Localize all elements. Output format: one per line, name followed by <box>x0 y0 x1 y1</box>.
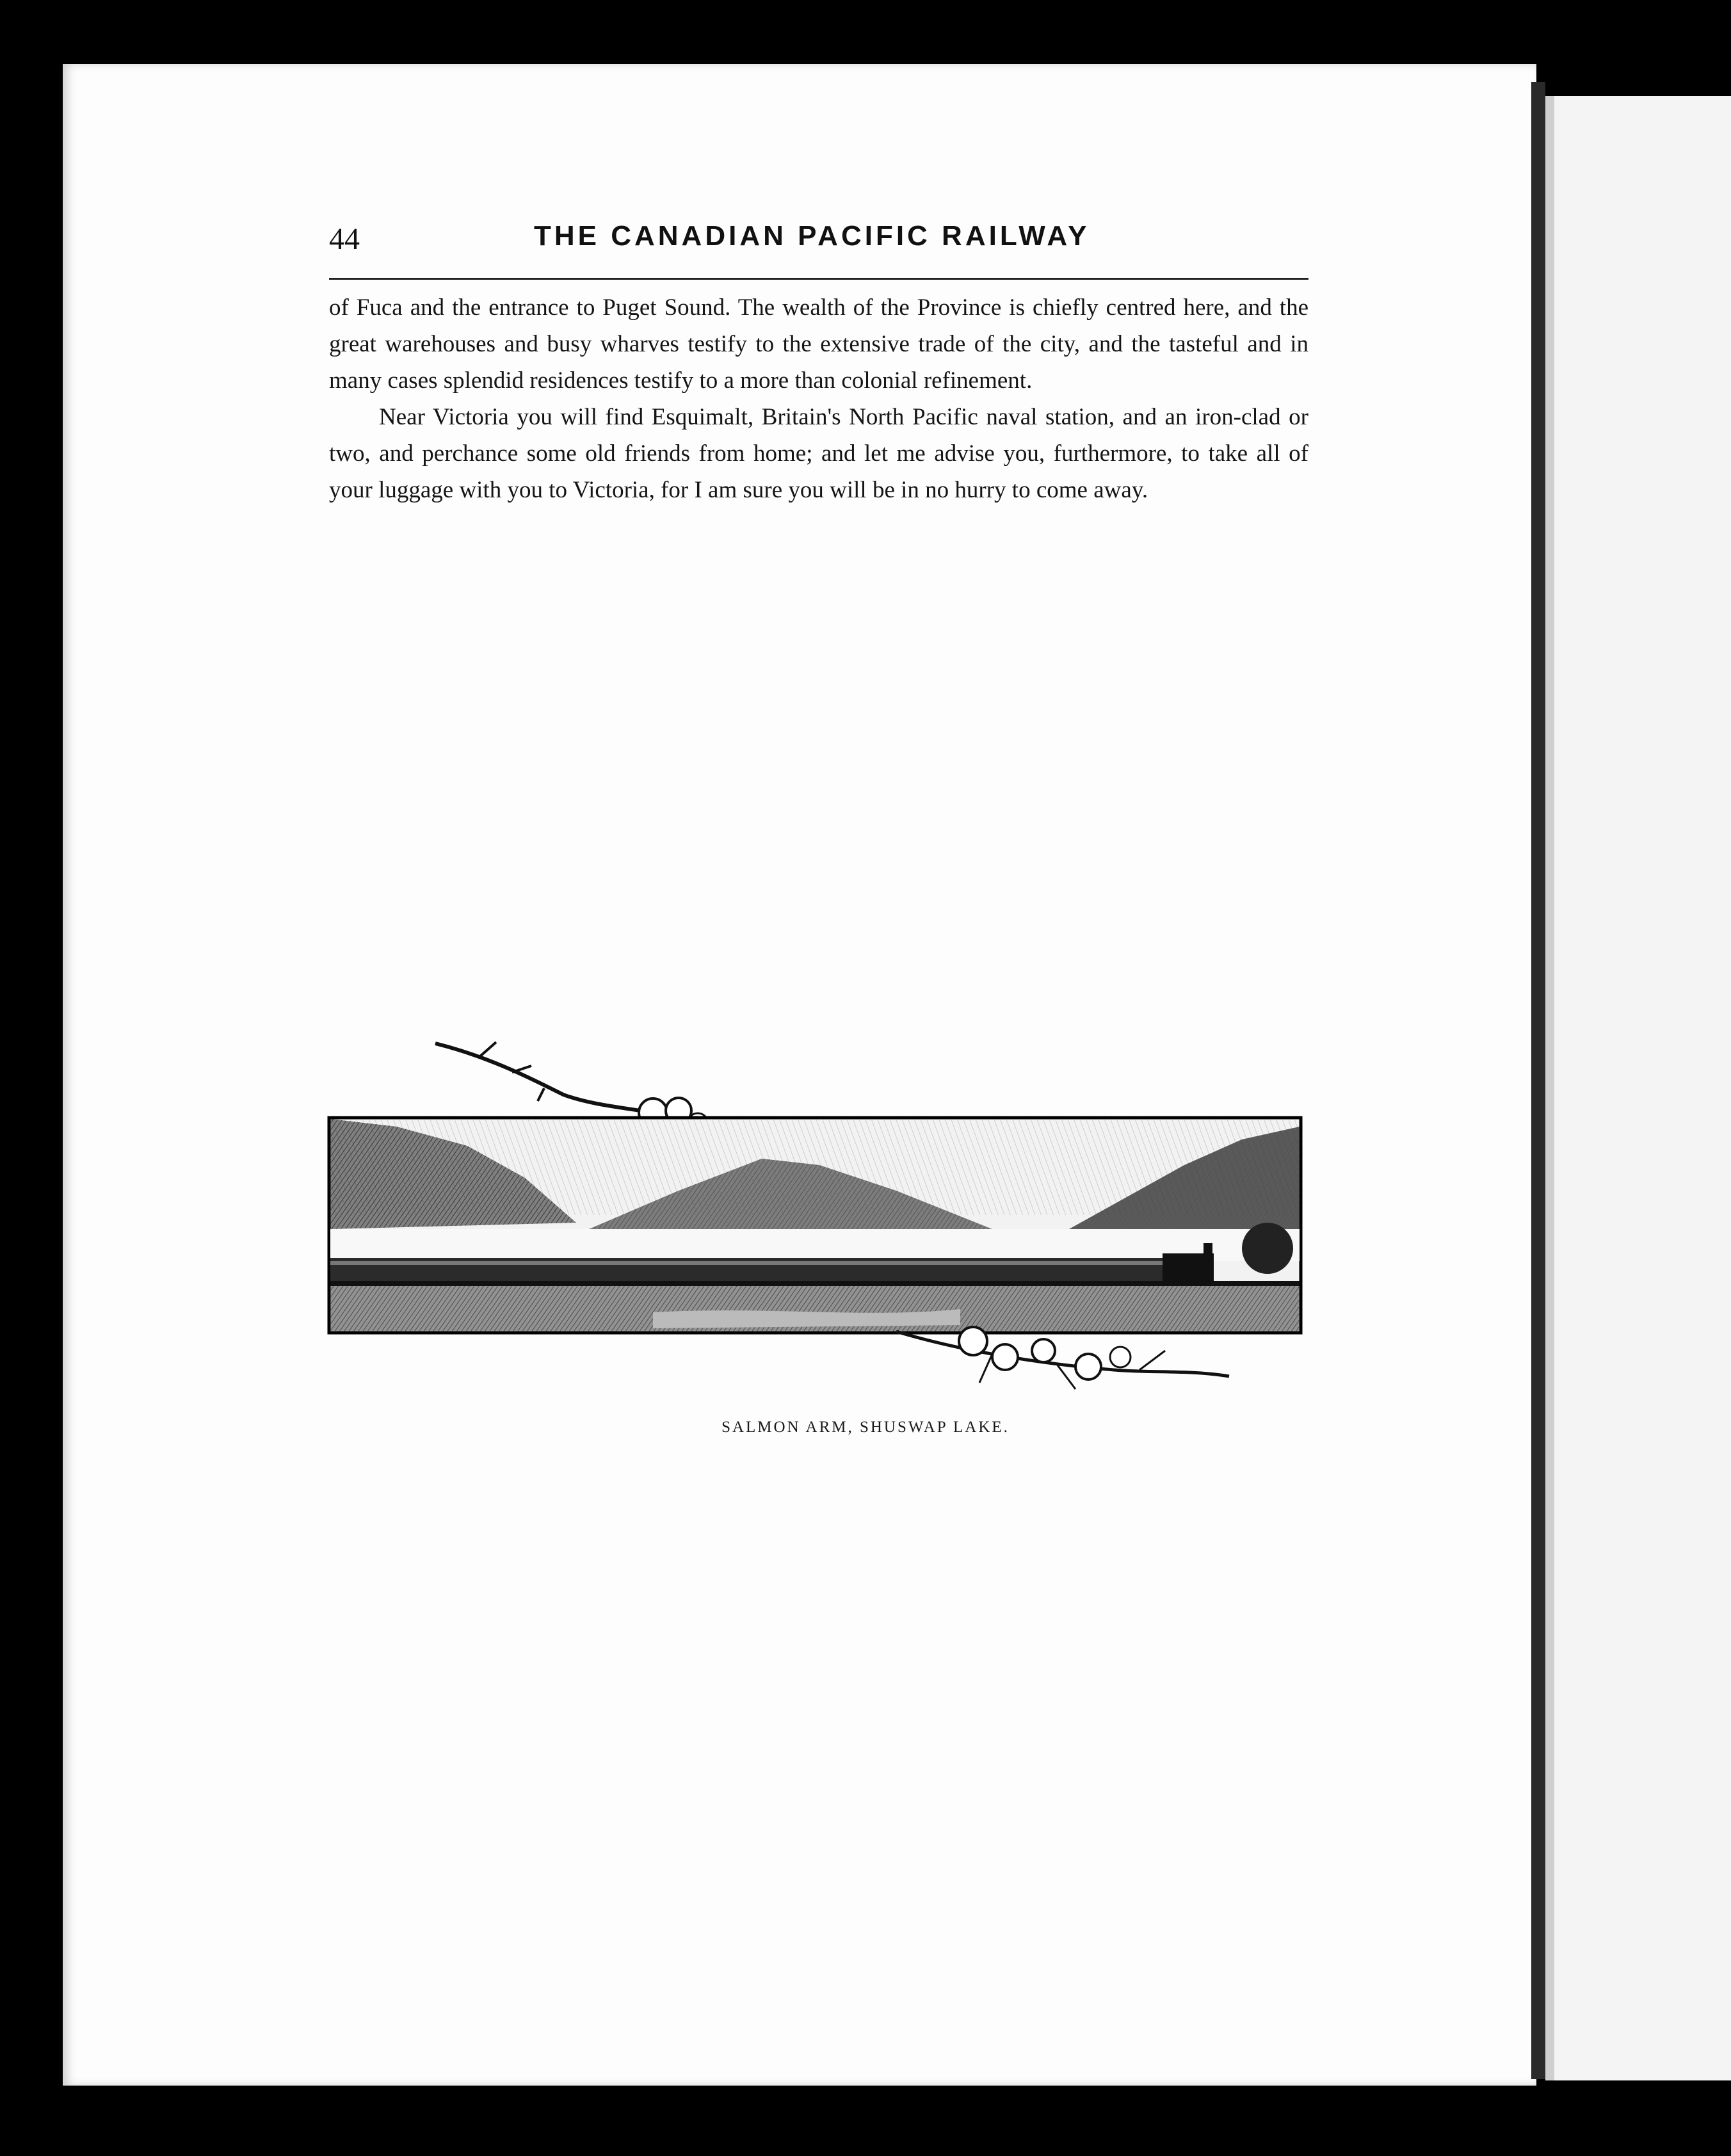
page-number: 44 <box>329 222 360 256</box>
running-title: THE CANADIAN PACIFIC RAILWAY <box>534 220 1090 252</box>
facing-page <box>1545 96 1731 2080</box>
running-head <box>329 218 1308 262</box>
page-edge <box>1531 82 1545 2079</box>
paragraph: Near Victoria you will find Esquimalt, Britain's North Pacific naval station, and an iron-clad or two, and perchance some old friends from home; and let me advise you, furthermore, to take all of your luggage with you to Victoria, for I am sure you will be in no hurry to come away. <box>329 404 1308 503</box>
blossom-branch-bottom <box>896 1327 1229 1389</box>
paragraph: of Fuca and the entrance to Puget Sound. The wealth of the Province is chiefly centred here, and the great warehouses and busy wharves testify to the extensive trade of the city, and the tasteful and in many cases splendid residences testify to a more than colonial refinement. <box>329 294 1308 394</box>
engraving-illustration <box>320 1037 1319 1396</box>
illustration-caption: SALMON ARM, SHUSWAP LAKE. <box>721 1419 1010 1436</box>
facing-page-gutter <box>1545 96 1554 2080</box>
body-text <box>329 289 1308 508</box>
header-rule <box>329 278 1308 280</box>
